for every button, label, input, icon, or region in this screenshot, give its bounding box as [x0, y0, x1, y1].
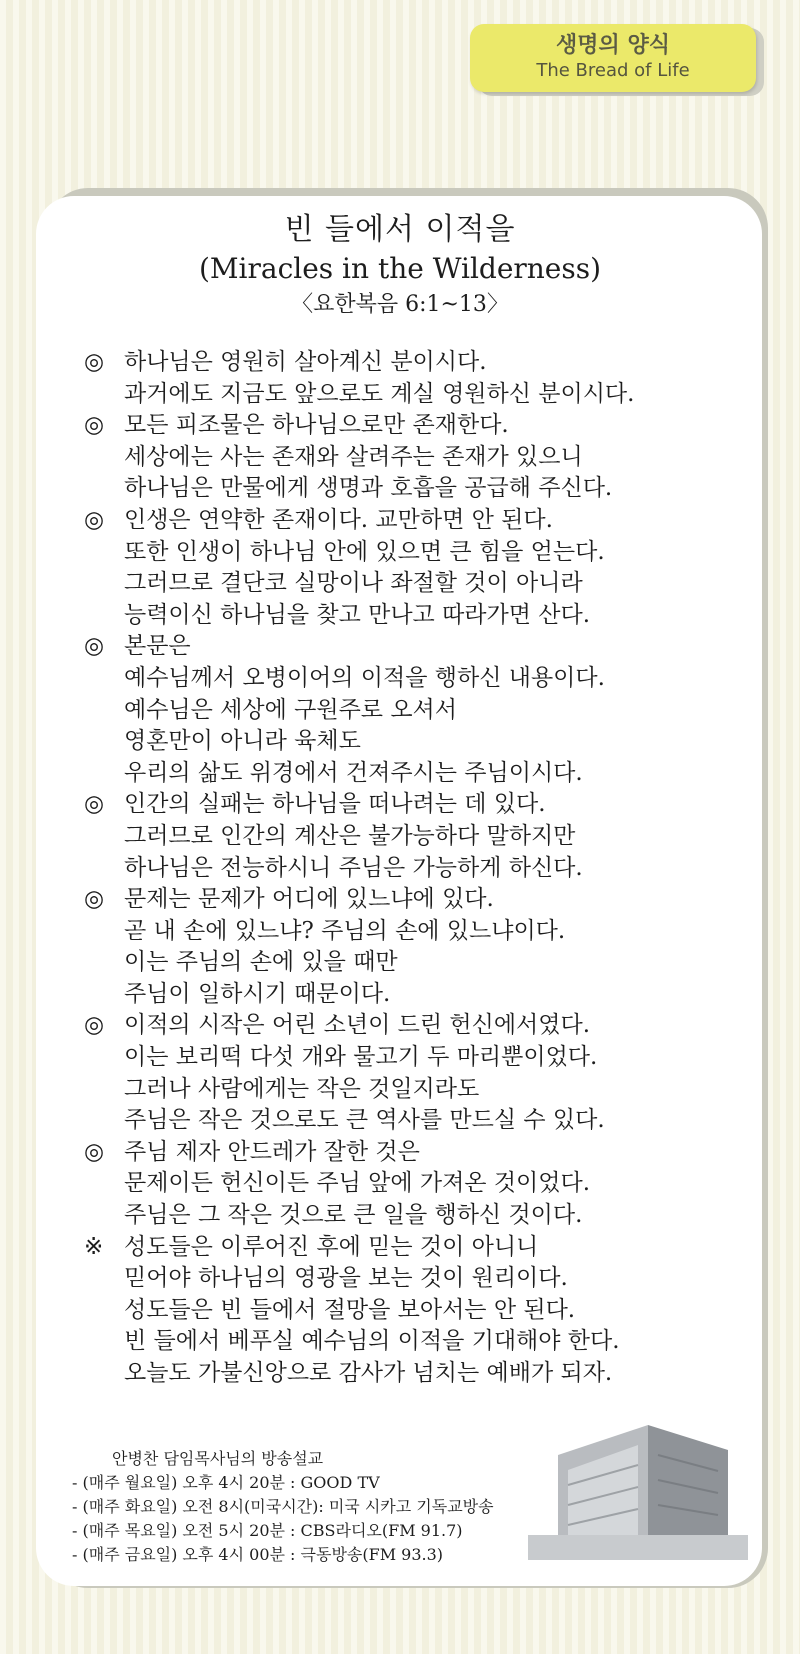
broadcast-item: - (매주 화요일) 오전 8시(미국시간): 미국 시카고 기독교방송: [72, 1497, 494, 1516]
paragraph-lines: [124, 1137, 590, 1232]
paragraph-line: 빈 들에서 베푸실 예수님의 이적을 기대해야 한다.: [124, 1328, 620, 1355]
paragraph-line: 또한 인생이 하나님 안에 있으면 큰 힘을 얻는다.: [124, 538, 605, 565]
sermon-header: [0, 210, 800, 322]
paragraph-line: 세상에는 사는 존재와 살려주는 존재가 있으니: [124, 443, 583, 470]
paragraph-lines: [124, 505, 605, 631]
broadcast-heading: 안병찬 담임목사님의 방송설교: [112, 1449, 324, 1468]
paragraph-line: 영혼만이 아니라 육체도: [124, 728, 361, 755]
paragraph-line: 이는 주님의 손에 있을 때만: [124, 949, 398, 976]
paragraph-line: 그러므로 결단코 실망이나 좌절할 것이 아니라: [124, 570, 583, 597]
paragraph-lines: [124, 347, 634, 410]
sermon-title-korean: 빈 들에서 이적을: [284, 212, 516, 247]
sermon-paragraph: [84, 1010, 764, 1136]
paragraph-line: 이는 보리떡 다섯 개와 물고기 두 마리뿐이었다.: [124, 1044, 598, 1071]
broadcast-list: [72, 1471, 494, 1567]
paragraph-line: 문제이든 헌신이든 주님 앞에 가져온 것이었다.: [124, 1170, 591, 1197]
paragraph-lines: [124, 1232, 620, 1390]
paragraph-line: 우리의 삶도 위경에서 건져주시는 주님이시다.: [124, 759, 583, 786]
paragraph-lines: [124, 410, 612, 505]
paragraph-line: 그러나 사람에게는 작은 것일지라도: [124, 1075, 480, 1102]
paragraph-line: 하나님은 전능하시니 주님은 가능하게 하신다.: [124, 854, 583, 881]
paragraph-line: 믿어야 하나님의 영광을 보는 것이 원리이다.: [124, 1265, 568, 1292]
paragraph-line: 성도들은 이루어진 후에 믿는 것이 아니니: [124, 1233, 539, 1260]
paragraph-bullet: ◎: [84, 886, 105, 913]
paragraph-bullet: ◎: [84, 506, 105, 533]
broadcast-item: - (매주 월요일) 오후 4시 20분 : GOOD TV: [72, 1473, 380, 1492]
paragraph-line: 능력이신 하나님을 찾고 만나고 따라가면 산다.: [124, 601, 591, 628]
paragraph-line: 모든 피조물은 하나님으로만 존재한다.: [124, 412, 509, 439]
paragraph-lines: [124, 631, 605, 789]
section-title-korean: 생명의 양식: [556, 33, 670, 58]
paragraph-line: 과거에도 지금도 앞으로도 계실 영원하신 분이시다.: [124, 380, 635, 407]
paragraph-line: 오늘도 가불신앙으로 감사가 넘치는 예배가 되자.: [124, 1360, 613, 1386]
sermon-paragraph: [84, 1232, 764, 1390]
paragraph-bullet: ◎: [84, 349, 105, 375]
paragraph-bullet: ※: [84, 1233, 104, 1260]
sermon-paragraph: [84, 1137, 764, 1232]
paragraph-line: 곧 내 손에 있느냐? 주님의 손에 있느냐이다.: [124, 917, 566, 944]
broadcast-schedule: [72, 1447, 494, 1567]
paragraph-bullet: ◎: [84, 1012, 105, 1039]
sermon-paragraph: [84, 631, 764, 789]
paragraph-lines: [124, 884, 565, 1010]
sermon-paragraph: [84, 505, 764, 631]
paragraph-line: 예수님께서 오병이어의 이적을 행하신 내용이다.: [124, 664, 605, 691]
paragraph-line: 주님이 일하시기 때문이다.: [124, 980, 391, 1007]
paragraph-line: 주님은 작은 것으로도 큰 역사를 만드실 수 있다.: [124, 1107, 605, 1134]
paragraph-line: 하나님은 영원히 살아계신 분이시다.: [124, 349, 487, 375]
paragraph-line: 본문은: [124, 633, 191, 660]
church-building-illustration: [528, 1415, 748, 1560]
scripture-reference: 〈요한복음 6:1~13〉: [291, 292, 509, 317]
paragraph-line: 주님 제자 안드레가 잘한 것은: [124, 1138, 420, 1165]
paragraph-line: 인생은 연약한 존재이다. 교만하면 안 된다.: [124, 506, 553, 533]
paragraph-line: 인간의 실패는 하나님을 떠나려는 데 있다.: [124, 791, 546, 818]
paragraph-lines: [124, 1010, 605, 1136]
paragraph-line: 그러므로 인간의 계산은 불가능하다 말하지만: [124, 822, 576, 849]
sermon-paragraph: [84, 347, 764, 410]
sermon-paragraph: [84, 789, 764, 884]
section-title-english: The Bread of Life: [536, 60, 690, 81]
paragraph-line: 이적의 시작은 어린 소년이 드린 헌신에서였다.: [124, 1012, 591, 1039]
broadcast-item: - (매주 목요일) 오전 5시 20분 : CBS라디오(FM 91.7): [72, 1521, 463, 1540]
paragraph-line: 문제는 문제가 어디에 있느냐에 있다.: [124, 886, 494, 913]
paragraph-line: 주님은 그 작은 것으로 큰 일을 행하신 것이다.: [124, 1202, 583, 1229]
paragraph-lines: [124, 789, 583, 884]
paragraph-bullet: ◎: [84, 1138, 105, 1165]
sermon-body: [84, 347, 764, 1390]
paragraph-line: 하나님은 만물에게 생명과 호흡을 공급해 주신다.: [124, 475, 613, 502]
section-tab: [470, 24, 756, 92]
sermon-paragraph: [84, 884, 764, 1010]
broadcast-item: - (매주 금요일) 오후 4시 00분 : 극동방송(FM 93.3): [72, 1545, 444, 1564]
paragraph-bullet: ◎: [84, 412, 105, 439]
paragraph-bullet: ◎: [84, 633, 105, 660]
sermon-paragraph: [84, 410, 764, 505]
paragraph-bullet: ◎: [84, 791, 105, 818]
paragraph-line: 성도들은 빈 들에서 절망을 보아서는 안 된다.: [124, 1296, 576, 1323]
paragraph-line: 예수님은 세상에 구원주로 오셔서: [124, 696, 457, 723]
sermon-title-english: (Miracles in the Wilderness): [198, 252, 602, 285]
